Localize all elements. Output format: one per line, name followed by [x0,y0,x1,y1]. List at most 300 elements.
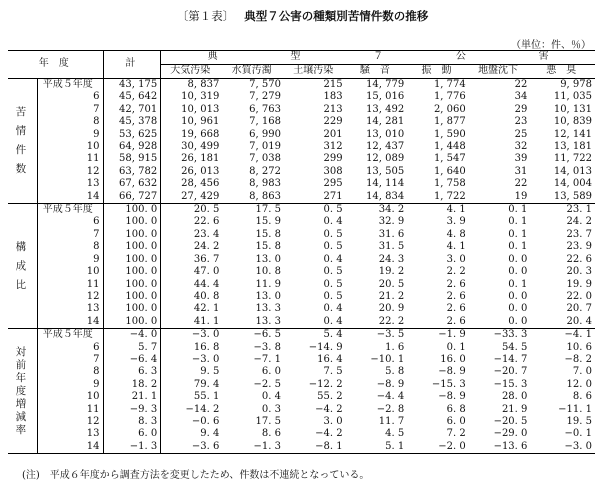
total-cell: −6. 4 [103,354,161,366]
value-cell: 0. 0 [508,266,528,278]
header-group-word: 害 [538,51,549,63]
value-cell: −1. 3 [253,440,281,452]
value-cell: 0. 0 [508,290,528,302]
value-cell: −3. 5 [376,329,405,341]
total-cell: 63, 782 [103,166,161,178]
table-row [8,416,595,428]
total-cell: 53, 625 [103,129,161,141]
year-cell: 12 [86,415,100,427]
value-cell: −14. 9 [308,341,343,353]
year-cell: 8 [93,116,100,128]
table-row [8,166,595,178]
value-cell: −2. 5 [253,378,281,390]
value-cell: 6, 990 [249,128,281,140]
table-row [8,178,595,190]
value-cell: 5. 4 [323,329,343,341]
header-group-words [161,51,595,63]
value-cell: −4. 4 [376,391,405,403]
value-cell: −20. 7 [493,366,528,378]
year-cell: 6 [93,216,100,228]
value-cell: 2, 060 [433,103,466,115]
table-row [8,79,595,92]
value-cell: −15. 3 [493,378,528,390]
header-total: 計 [103,51,161,79]
year-cell: 6 [93,341,100,353]
value-cell: 23. 7 [566,228,592,240]
value-cell: 4. 8 [446,228,466,240]
value-cell: 12. 0 [566,378,592,390]
value-cell: 11, 035 [553,91,592,103]
total-cell: 67, 632 [103,178,161,190]
value-cell: 8, 983 [249,178,281,190]
total-cell: 100. 0 [103,266,161,278]
total-cell: 8. 3 [103,416,161,428]
value-cell: 36. 7 [161,254,223,266]
value-cell: 42. 1 [161,303,223,315]
value-cell: 24. 2 [161,241,223,253]
table-row [8,141,595,153]
value-cell: 27, 429 [161,191,223,204]
table-row [8,216,595,228]
value-cell: 22. 6 [566,253,592,265]
table-row [8,391,595,403]
value-cell: −8. 1 [315,440,343,452]
value-cell: 13, 010 [366,128,405,140]
value-cell: 7, 019 [249,141,281,153]
footnote: (注) 平成６年度から調査方法を変更したため、件数は不連続となっている。 [22,470,370,481]
value-cell: 19. 9 [566,278,592,290]
value-cell: 0. 4 [284,316,346,329]
section-label-char: 率 [15,423,27,436]
value-cell: 7, 168 [249,116,281,128]
year-cell: 10 [86,141,100,153]
table-row [8,153,595,165]
year-cell: 13 [86,303,100,315]
value-cell: −29. 0 [493,428,528,440]
section-label-char: 比 [15,278,27,291]
value-cell: 13, 505 [366,165,405,177]
value-cell: 10. 8 [255,266,281,278]
value-cell: 1, 448 [433,141,466,153]
year-cell: 13 [86,428,100,440]
value-cell: 7. 0 [572,366,592,378]
value-cell: 4. 1 [446,241,466,253]
value-cell: 19 [469,191,531,204]
value-cell: 10, 013 [161,104,223,116]
value-cell: 6. 8 [446,403,466,415]
section-label-char: 情 [15,125,27,138]
value-cell: 14, 004 [553,178,592,190]
value-cell: 19. 2 [378,266,405,278]
year-cell: 平成５年度 [42,204,93,216]
value-cell: 32. 9 [378,216,405,228]
section-label-char: 成 [15,259,27,272]
value-cell: −3. 0 [564,440,592,452]
value-cell: −33. 3 [493,329,528,341]
value-cell: 55. 2 [317,391,343,403]
value-cell: 0. 1 [508,204,528,216]
value-cell: 1. 6 [385,341,405,353]
table-row [8,104,595,116]
value-cell: 8, 837 [161,79,223,92]
value-cell: 39 [514,153,528,165]
header-type: 騒 音 [346,65,408,79]
value-cell: 40. 8 [161,291,223,303]
value-cell: 12, 437 [366,141,405,153]
section-label-char: 年 [15,371,27,384]
value-cell: −1. 9 [438,329,466,341]
value-cell: 295 [323,178,343,190]
value-cell: 4. 5 [385,428,405,440]
header-year: 年 度 [8,51,103,79]
total-cell: 43, 175 [103,79,161,92]
total-cell: 6. 3 [103,366,161,378]
value-cell: 24. 3 [378,253,405,265]
value-cell: −15. 3 [431,378,466,390]
header-group-word: 典 [207,51,218,63]
value-cell: 34. 2 [378,204,405,216]
table-row [8,116,595,128]
table-row [8,329,595,342]
value-cell: 0. 4 [261,391,281,403]
value-cell: 7. 2 [446,428,466,440]
section-label-char: 対 [15,345,27,358]
section-label [8,329,37,454]
value-cell: 0. 5 [323,266,343,278]
value-cell: 23. 1 [566,204,592,216]
value-cell: 22 [514,79,528,90]
total-cell: 100. 0 [103,316,161,329]
value-cell: 20. 3 [566,266,592,278]
value-cell: 19. 5 [566,415,592,427]
value-cell: 79. 4 [161,379,223,391]
total-cell: 21. 1 [103,391,161,403]
value-cell: −6. 5 [253,329,281,341]
value-cell: 15. 9 [255,216,281,228]
value-cell: −8. 9 [376,378,405,390]
title-text: 典型７公害の種類別苦情件数の推移 [244,9,429,23]
value-cell: 22 [514,178,528,190]
value-cell: 17. 5 [255,204,281,216]
year-cell: 14 [37,316,103,329]
value-cell: 20. 5 [161,204,223,217]
value-cell: 13. 0 [255,290,281,302]
value-cell: 10, 839 [553,116,592,128]
value-cell: 22. 2 [346,316,408,329]
value-cell: 13. 3 [255,303,281,315]
value-cell: −8. 9 [438,366,466,378]
value-cell: 5. 1 [385,440,405,452]
value-cell: −13. 6 [493,440,528,452]
value-cell: 31. 5 [378,241,405,253]
value-cell: 215 [323,79,343,90]
value-cell: 2. 6 [446,303,466,315]
total-cell: 5. 7 [103,342,161,354]
value-cell: 55. 1 [161,391,223,403]
value-cell: 10. 6 [566,341,592,353]
value-cell: 31. 6 [378,228,405,240]
total-cell: 42, 701 [103,104,161,116]
value-cell: 7. 5 [323,366,343,378]
year-cell: 6 [93,91,100,103]
value-cell: 13. 0 [255,253,281,265]
year-cell: 平成５年度 [42,329,93,341]
value-cell: 0. 1 [446,341,466,353]
year-cell: 7 [93,353,100,365]
total-cell: 45, 642 [103,91,161,103]
value-cell: 1, 776 [433,91,466,103]
unit-label: （単位：件、％） [511,40,591,51]
value-cell: −3. 6 [161,441,223,454]
table-row [8,91,595,103]
value-cell: 13. 3 [222,316,284,329]
value-cell: 299 [323,153,343,165]
value-cell: 0. 4 [323,216,343,228]
table-row [8,316,595,329]
table-row [8,303,595,315]
value-cell: 23. 9 [566,241,592,253]
value-cell: 16. 8 [161,342,223,354]
table-row [8,254,595,266]
total-cell: 6. 0 [103,428,161,440]
year-cell: 11 [86,153,100,165]
value-cell: 12, 089 [366,153,405,165]
value-cell: 2. 6 [407,316,469,329]
total-cell: 100. 0 [103,229,161,241]
total-cell: 64, 928 [103,141,161,153]
value-cell: −10. 1 [370,353,405,365]
value-cell: 34 [514,91,528,103]
value-cell: 0. 0 [508,253,528,265]
value-cell: 10, 319 [161,91,223,103]
table-row [8,266,595,278]
value-cell: 44. 4 [161,279,223,291]
section-label [8,204,37,329]
year-cell: 14 [86,440,100,452]
table-row [8,379,595,391]
value-cell: 3. 0 [323,415,343,427]
value-cell: 0. 0 [508,303,528,315]
value-cell: −8. 2 [564,353,592,365]
table-row [8,404,595,416]
year-cell: 9 [93,128,100,140]
total-cell: 18. 2 [103,379,161,391]
value-cell: 201 [323,128,343,140]
year-cell: 11 [86,278,100,290]
table-row [8,291,595,303]
value-cell: 4. 1 [446,204,466,216]
value-cell: 213 [323,103,343,115]
header-group-word: ７ [373,51,384,63]
value-cell: 12, 141 [553,128,592,140]
header-group [161,51,595,65]
value-cell: 229 [323,116,343,128]
value-cell: 1, 758 [433,178,466,190]
value-cell: 8, 272 [249,165,281,177]
header-type: 悪 臭 [530,65,595,79]
total-cell: 58, 915 [103,153,161,165]
value-cell: 0. 5 [323,290,343,302]
section-label-char: 度 [15,384,27,397]
header-type: 地盤沈下 [469,65,531,79]
year-cell: 10 [86,391,100,403]
section-label-char: 苦 [15,106,27,119]
year-cell: 平成５年度 [42,79,93,90]
section-label-char: 件 [15,144,27,157]
year-cell: 9 [93,253,100,265]
value-cell: 20. 9 [378,303,405,315]
table-row [8,441,595,454]
value-cell: 25 [514,128,528,140]
header-type: 土壌汚染 [284,65,346,79]
total-cell: −4. 0 [103,329,161,342]
value-cell: 183 [323,91,343,103]
value-cell: 9, 978 [560,79,592,90]
year-cell: 7 [93,103,100,115]
value-cell: 15. 8 [255,228,281,240]
table-row [8,428,595,440]
value-cell: 11. 9 [255,278,281,290]
header-type: 大気汚染 [161,65,223,79]
value-cell: 31 [514,165,528,177]
value-cell: −4. 2 [315,403,343,415]
value-cell: 14, 281 [366,116,405,128]
value-cell: 0. 1 [508,278,528,290]
value-cell: 308 [323,165,343,177]
value-cell: 23 [514,116,528,128]
value-cell: 26, 013 [161,166,223,178]
value-cell: 2. 2 [446,266,466,278]
value-cell: 16. 4 [317,353,343,365]
section-label-char: 前 [15,358,27,371]
value-cell: 20. 5 [378,278,405,290]
section-label [8,79,37,204]
value-cell: 41. 1 [161,316,223,329]
table-row [8,366,595,378]
table-row [8,204,595,217]
value-cell: 0. 5 [323,241,343,253]
total-cell: 66, 727 [103,191,161,204]
value-cell: −3. 0 [161,354,223,366]
value-cell: 15. 8 [255,241,281,253]
total-cell: 100. 0 [103,204,161,217]
table-row [8,229,595,241]
value-cell: −2. 8 [376,403,405,415]
value-cell: 1, 877 [433,116,466,128]
value-cell: 2. 6 [446,290,466,302]
value-cell: −11. 1 [558,403,592,415]
section-label-char: 減 [15,410,27,423]
table-label: 〔第１表〕 [176,9,235,23]
year-cell: 9 [93,378,100,390]
value-cell: 23. 4 [161,229,223,241]
value-cell: 6. 0 [446,415,466,427]
value-cell: −14. 2 [161,404,223,416]
value-cell: −14. 7 [493,353,528,365]
value-cell: −4. 2 [315,428,343,440]
value-cell: 16. 0 [440,353,466,365]
year-cell: 8 [93,241,100,253]
value-cell: 3. 0 [446,253,466,265]
year-cell: 10 [86,266,100,278]
value-cell: 3. 9 [446,216,466,228]
year-cell: 8 [93,366,100,378]
value-cell: 22. 0 [566,290,592,302]
value-cell: −12. 2 [308,378,343,390]
value-cell: 22. 6 [161,216,223,228]
value-cell: 7, 570 [249,79,281,90]
value-cell: 1, 547 [433,153,466,165]
year-cell: 12 [86,165,100,177]
value-cell: 32 [514,141,528,153]
value-cell: 28, 456 [161,178,223,190]
complaints-table [8,50,595,454]
value-cell: 6, 763 [249,103,281,115]
header-group-word: 型 [290,51,301,63]
year-cell: 12 [86,290,100,302]
table-title [0,8,605,24]
value-cell: 0. 5 [323,228,343,240]
value-cell: 0. 3 [261,403,281,415]
header-type: 水質汚濁 [222,65,284,79]
value-cell: 1, 590 [433,128,466,140]
table-row [8,342,595,354]
value-cell: 9. 5 [161,366,223,378]
value-cell: 7, 279 [249,91,281,103]
value-cell: −3. 8 [253,341,281,353]
value-cell: 11, 722 [553,153,592,165]
year-cell: 13 [86,178,100,190]
value-cell: 30, 499 [161,141,223,153]
value-cell: 8. 6 [572,391,592,403]
total-cell: 45, 378 [103,116,161,128]
value-cell: −2. 0 [438,440,466,452]
value-cell: 6. 0 [261,366,281,378]
value-cell: 24. 2 [566,216,592,228]
value-cell: 19, 668 [161,129,223,141]
header-type: 振 動 [407,65,469,79]
value-cell: 1, 774 [433,79,466,90]
value-cell: 0. 5 [323,278,343,290]
value-cell: 10, 131 [553,103,592,115]
total-cell: 100. 0 [103,216,161,228]
value-cell: 47. 0 [161,266,223,278]
value-cell: 0. 4 [323,253,343,265]
value-cell: −20. 5 [493,415,528,427]
header-group-word: 公 [455,51,466,63]
value-cell: 5. 8 [385,366,405,378]
value-cell: −7. 1 [253,353,281,365]
table-row [8,129,595,141]
value-cell: 21. 2 [378,290,405,302]
value-cell: 13, 492 [366,103,405,115]
value-cell: 1, 640 [433,165,466,177]
value-cell: 312 [323,141,343,153]
value-cell: 14, 779 [366,79,405,90]
value-cell: 29 [514,103,528,115]
value-cell: 271 [284,191,346,204]
total-cell: 100. 0 [103,279,161,291]
value-cell: −3. 0 [161,329,223,342]
value-cell: −0. 6 [161,416,223,428]
total-cell: 100. 0 [103,291,161,303]
value-cell: 26, 181 [161,153,223,165]
year-cell: 7 [93,228,100,240]
value-cell: 2. 6 [446,278,466,290]
value-cell: 28. 0 [501,391,528,403]
total-cell: −1. 3 [103,441,161,454]
value-cell: 8, 863 [222,191,284,204]
